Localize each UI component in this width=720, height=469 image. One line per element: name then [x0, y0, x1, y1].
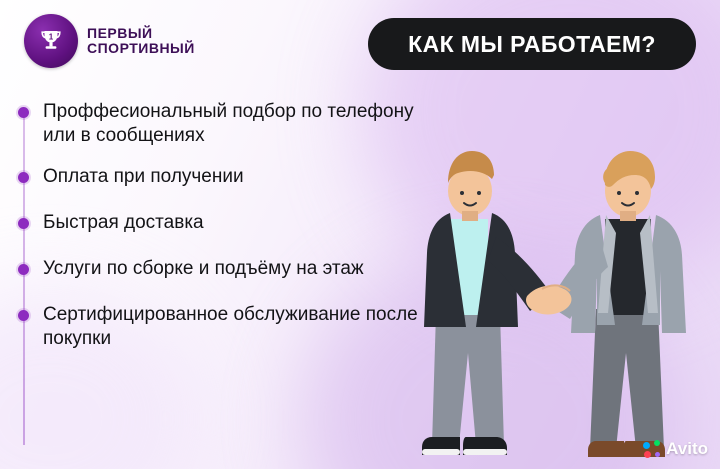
list-item [18, 165, 458, 195]
list-item-label: Услуги по сборке и подъёму на этаж [43, 257, 364, 279]
brand-logo-line2: СПОРТИВНЫЙ [87, 40, 195, 56]
bullet-dot-icon [18, 264, 29, 275]
avito-watermark-text: Avito [666, 439, 708, 458]
benefits-list [18, 100, 458, 367]
brand-logo [24, 14, 195, 68]
list-item [18, 211, 458, 241]
bullet-dot-icon [18, 218, 29, 229]
two-men-handshake-illustration [400, 99, 720, 469]
brand-logo-line1: ПЕРВЫЙ [87, 25, 153, 42]
list-item-label: Оплата при получении [43, 165, 244, 187]
avito-watermark [643, 439, 708, 459]
svg-text:1: 1 [48, 32, 54, 42]
list-item [18, 303, 458, 352]
bullet-dot-icon [18, 107, 29, 118]
heading-pill [368, 18, 696, 70]
heading-text: КАК МЫ РАБОТАЕМ? [408, 30, 656, 57]
list-item-label: Проффесиональный подбор по телефону или в сообщениях [43, 101, 414, 147]
bullet-dot-icon [18, 310, 29, 321]
list-item [18, 257, 458, 287]
bullet-dot-icon [18, 172, 29, 183]
list-item [18, 100, 458, 149]
list-item-label: Быстрая доставка [43, 211, 204, 233]
trophy-icon [24, 14, 78, 68]
avito-logo-icon [643, 440, 661, 458]
list-item-label: Сертифицированное обслуживание после покупки [43, 303, 418, 349]
brand-logo-text [87, 26, 195, 55]
